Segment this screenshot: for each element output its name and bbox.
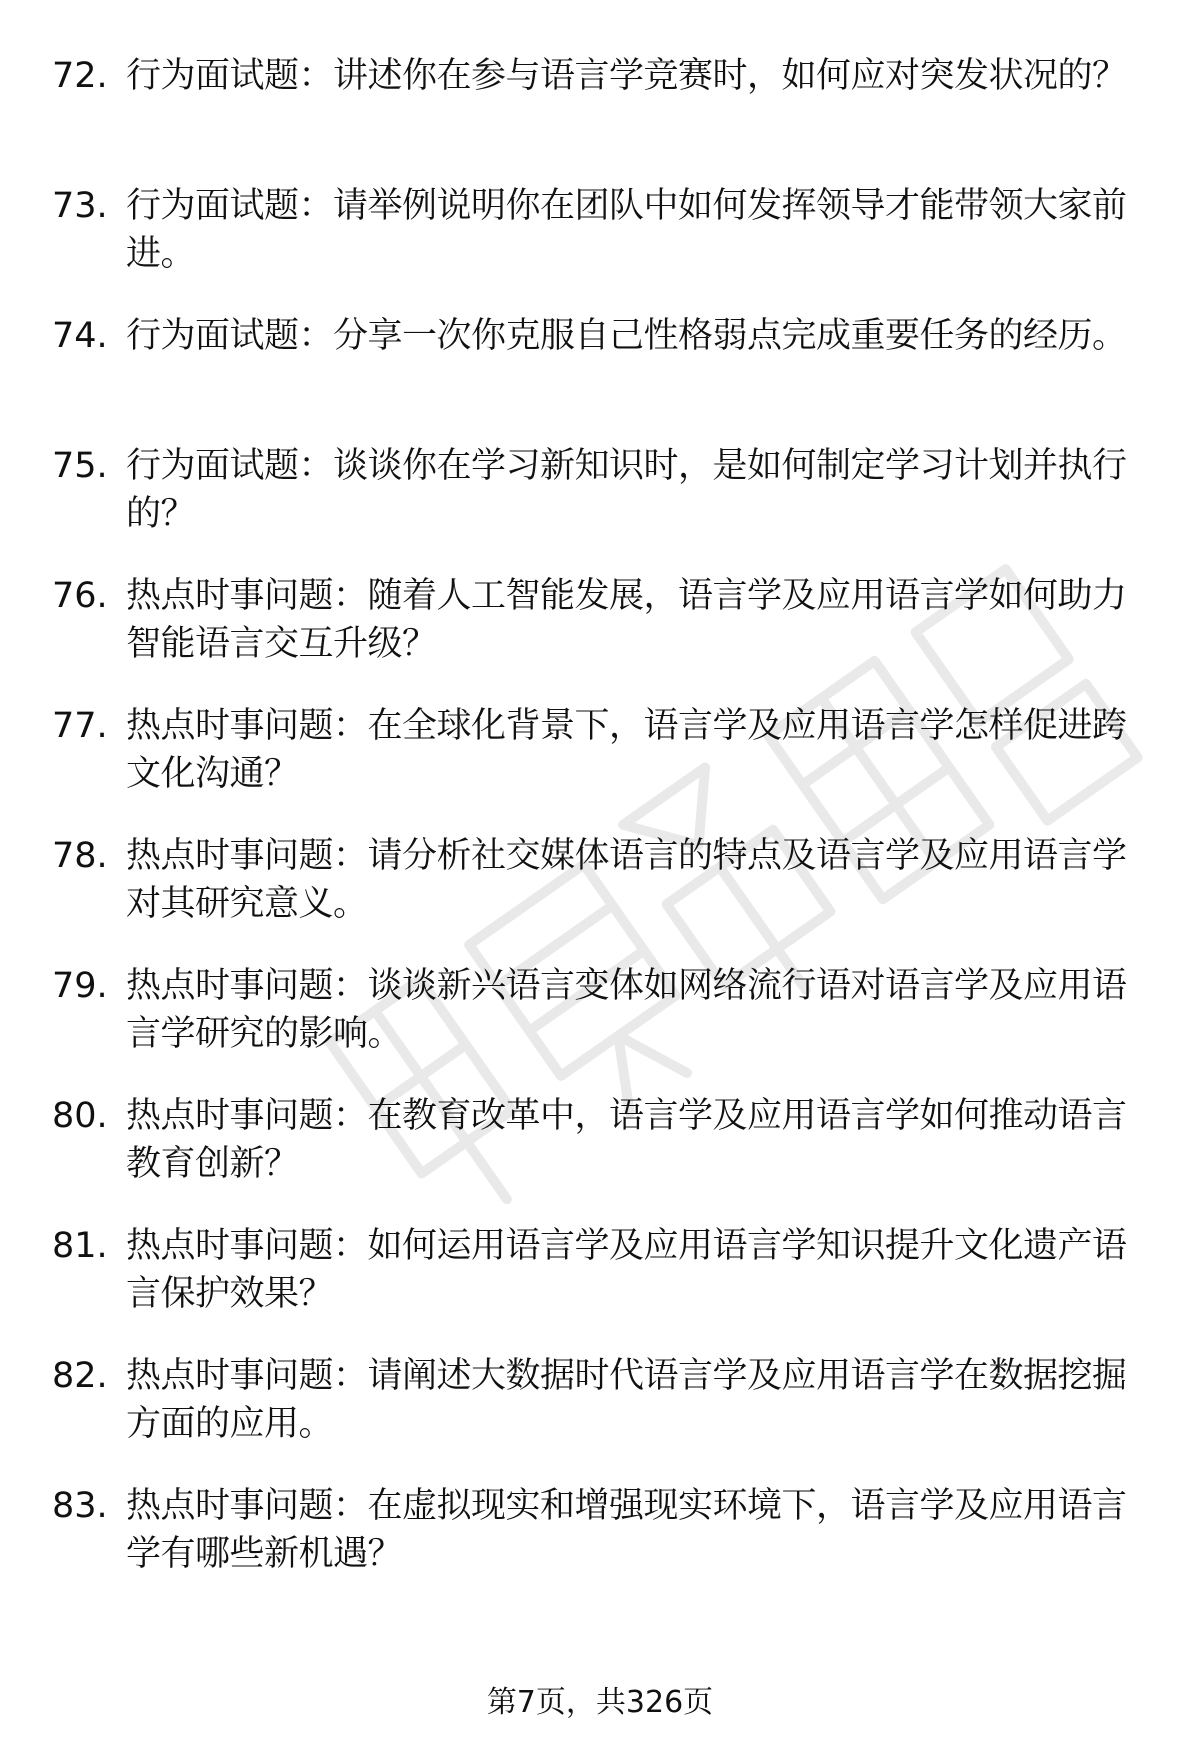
question-item [0,572,1200,702]
question-item [0,312,1200,442]
question-number: 77. [52,706,108,746]
question-item [0,962,1200,1092]
question-item [0,702,1200,832]
question-number: 76. [52,576,108,616]
question-list [0,52,1200,1612]
question-text: 行为面试题：讲述你在参与语言学竞赛时，如何应对突发状况的？ [126,56,1127,96]
question-item [0,1352,1200,1482]
question-text: 热点时事问题：请阐述大数据时代语言学及应用语言学在数据挖掘方面的应用。 [126,1356,1127,1444]
question-number: 78. [52,836,108,876]
question-item [0,52,1200,182]
question-text: 热点时事问题：谈谈新兴语言变体如网络流行语对语言学及应用语言学研究的影响。 [126,966,1127,1054]
question-number: 81. [52,1226,108,1266]
question-text: 行为面试题：分享一次你克服自己性格弱点完成重要任务的经历。 [126,316,1127,356]
question-text: 行为面试题：谈谈你在学习新知识时，是如何制定学习计划并执行的？ [126,446,1127,534]
question-item [0,1222,1200,1352]
question-number: 83. [52,1486,108,1526]
question-text: 热点时事问题：在全球化背景下，语言学及应用语言学怎样促进跨文化沟通？ [126,706,1127,794]
question-item [0,832,1200,962]
question-text: 热点时事问题：请分析社交媒体语言的特点及语言学及应用语言学对其研究意义。 [126,836,1127,924]
question-text: 行为面试题：请举例说明你在团队中如何发挥领导才能带领大家前进。 [126,186,1127,274]
page-number-footer: 第7页，共326页 [486,1685,714,1720]
question-number: 75. [52,446,108,486]
question-item [0,442,1200,572]
question-number: 82. [52,1356,108,1396]
question-number: 80. [52,1096,108,1136]
question-number: 72. [52,56,108,96]
question-number: 79. [52,966,108,1006]
question-number: 73. [52,186,108,226]
question-item [0,182,1200,312]
question-text: 热点时事问题：随着人工智能发展，语言学及应用语言学如何助力智能语言交互升级？ [126,576,1127,664]
question-item [0,1482,1200,1612]
question-text: 热点时事问题：如何运用语言学及应用语言学知识提升文化遗产语言保护效果？ [126,1226,1127,1314]
question-text: 热点时事问题：在教育改革中，语言学及应用语言学如何推动语言教育创新？ [126,1096,1127,1184]
question-item [0,1092,1200,1222]
question-number: 74. [52,316,108,356]
question-text: 热点时事问题：在虚拟现实和增强现实环境下，语言学及应用语言学有哪些新机遇？ [126,1486,1127,1574]
